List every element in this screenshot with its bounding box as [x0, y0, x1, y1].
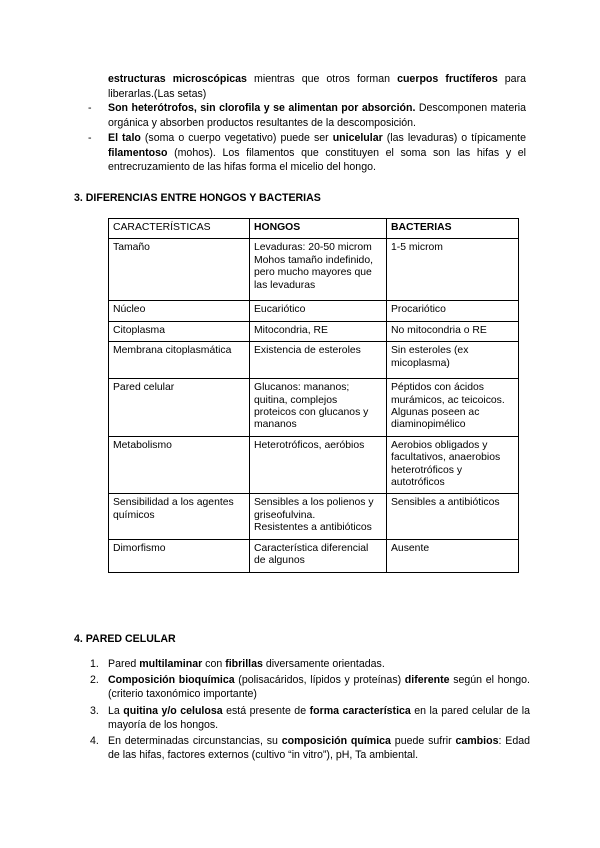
header-characteristics: CARACTERÍSTICAS	[109, 219, 250, 239]
bold-term: diferente	[404, 674, 450, 687]
table-header-row	[109, 219, 519, 239]
bold-term: quitina y/o celulosa	[123, 704, 223, 717]
item-number: 3.	[90, 704, 99, 717]
bold-term: cuerpos fructíferos	[397, 73, 498, 85]
bold-term: fibrillas	[225, 658, 263, 670]
text-run: En determinadas circunstancias, su	[108, 735, 282, 748]
table-row	[109, 301, 519, 321]
text-run: en la pared celular de la mayoría de los hongos.	[108, 704, 531, 731]
text-run: con	[202, 658, 226, 670]
text-run: (las levaduras) o típicamente	[382, 132, 526, 144]
table-row	[109, 436, 519, 494]
bullet-dash: -	[88, 102, 92, 114]
bold-term: cambios	[455, 735, 499, 748]
bacterias-cell: No mitocondria o RE	[387, 321, 519, 341]
row-label: Núcleo	[109, 301, 250, 321]
comparison-table	[108, 218, 519, 573]
section-3-heading: 3. DIFERENCIAS ENTRE HONGOS Y BACTERIAS	[74, 192, 321, 204]
row-label: Tamaño	[109, 239, 250, 301]
bacterias-cell: Sensibles a antibióticos	[387, 494, 519, 539]
row-label: Citoplasma	[109, 321, 250, 341]
table-row	[109, 342, 519, 379]
text-run: mientras que otros forman	[246, 73, 398, 85]
bold-term: multilaminar	[139, 658, 203, 670]
row-label: Membrana citoplasmática	[109, 342, 250, 379]
text-run: (soma o cuerpo vegetativo) puede ser	[140, 132, 333, 144]
bullet-heterotrophs	[108, 101, 526, 130]
row-label: Pared celular	[109, 379, 250, 437]
hongos-cell: Glucanos: mananos; quitina, complejos proteicos con glucanos y mananos	[250, 379, 387, 437]
hongos-cell: Eucariótico	[250, 301, 387, 321]
bold-term: El talo	[108, 132, 141, 144]
bold-term: Son heterótrofos, sin clorofila y se alimentan por absorción.	[108, 102, 416, 114]
hongos-cell: Característica diferencial de algunos	[250, 539, 387, 572]
bacterias-cell: Péptidos con ácidos murámicos, ac teicoicos. Algunas poseen ac diaminopimélico	[387, 379, 519, 437]
text-run: está presente de	[222, 704, 310, 717]
bacterias-cell: Aerobios obligados y facultativos, anaerobios heterotróficos y autotróficos	[387, 436, 519, 494]
text-run: para	[497, 73, 526, 85]
table-row	[109, 321, 519, 341]
list-item	[90, 657, 530, 671]
row-label: Metabolismo	[109, 436, 250, 494]
text-run: (mohos). Los filamentos que constituyen el soma son las hifas y el entrecruzamiento de las hifas forma el micelio del hongo.	[108, 146, 526, 174]
bullet-dash: -	[88, 132, 92, 144]
hongos-cell: Sensibles a los polienos y griseofulvina. Resistentes a antibióticos	[250, 494, 387, 539]
hongos-cell: Levaduras: 20-50 microm Mohos tamaño indefinido, pero mucho mayores que las levaduras	[250, 239, 387, 301]
text-run: La	[108, 704, 124, 717]
list-item	[90, 704, 530, 732]
hongos-cell: Heterotróficos, aeróbios	[250, 436, 387, 494]
text-run: puede sufrir	[390, 735, 456, 748]
text-run: Descomponen materia orgánica y absorben productos resultantes de la descomposición.	[108, 102, 526, 129]
bold-term: forma característica	[309, 704, 411, 717]
header-hongos: HONGOS	[250, 219, 387, 239]
text-run: : Edad de las hifas, factores externos (cultivo “in vitro”), pH, Ta ambiental.	[108, 735, 530, 762]
table-row	[109, 494, 519, 539]
table-row	[109, 379, 519, 437]
bold-term: estructuras microscópicas	[108, 73, 247, 85]
bold-term: filamentoso	[108, 146, 168, 159]
table-row	[109, 539, 519, 572]
item-number: 4.	[90, 735, 99, 748]
text-run: (polisacáridos, lípidos y proteínas)	[234, 674, 405, 687]
cell-wall-list	[90, 657, 530, 764]
section-4-heading: 4. PARED CELULAR	[74, 633, 176, 645]
item-number: 2.	[90, 674, 99, 687]
item-text	[108, 705, 530, 731]
intro-line-2: liberarlas.(Las setas)	[108, 87, 207, 100]
text-run: Pared	[108, 658, 140, 670]
hongos-cell: Mitocondria, RE	[250, 321, 387, 341]
intro-continuation	[108, 72, 526, 101]
table-row	[109, 239, 519, 301]
bold-term: unicelular	[332, 132, 383, 144]
list-item	[90, 673, 530, 701]
item-text	[108, 735, 530, 761]
row-label: Dimorfismo	[109, 539, 250, 572]
bold-term: Composición bioquímica	[108, 674, 235, 687]
intro-line-1	[108, 72, 526, 87]
bullet-talo	[108, 131, 526, 175]
text-run: diversamente orientadas.	[262, 658, 385, 670]
bacterias-cell: Sin esteroles (ex micoplasma)	[387, 342, 519, 379]
row-label: Sensibilidad a los agentes químicos	[109, 494, 250, 539]
item-text	[108, 674, 530, 700]
text-run: según el hongo. (criterio taxonómico importante)	[108, 674, 530, 701]
item-number: 1.	[90, 658, 99, 670]
bacterias-cell: Procariótico	[387, 301, 519, 321]
list-item	[90, 734, 530, 762]
bold-term: composición química	[281, 735, 391, 748]
bacterias-cell: Ausente	[387, 539, 519, 572]
hongos-cell: Existencia de esteroles	[250, 342, 387, 379]
item-text	[108, 658, 385, 670]
header-bacterias: BACTERIAS	[387, 219, 519, 239]
bacterias-cell: 1-5 microm	[387, 239, 519, 301]
